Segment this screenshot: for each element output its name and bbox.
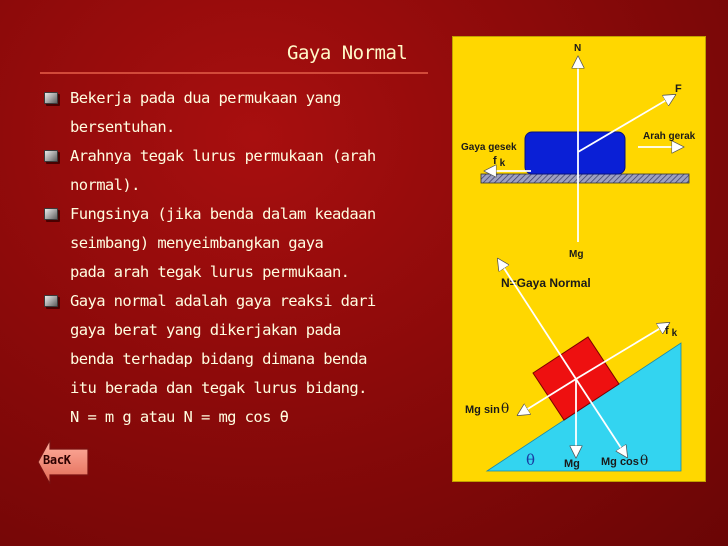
bullet-icon bbox=[44, 92, 58, 104]
bullet-item-2 bbox=[42, 142, 442, 200]
bullet-text: itu berada dan tegak lurus bidang. bbox=[70, 379, 367, 397]
bullet-text: pada arah tegak lurus permukaan. bbox=[70, 263, 350, 281]
label-mg-top: Mg bbox=[569, 249, 584, 260]
back-button[interactable] bbox=[36, 437, 90, 487]
block-top bbox=[525, 132, 625, 174]
bullet-text: Gaya normal adalah gaya reaksi dari bbox=[70, 292, 376, 310]
label-mg-bottom: Mg bbox=[564, 458, 580, 470]
label-gaya-gesek: Gaya gesek bbox=[461, 142, 517, 153]
applied-force-arrow bbox=[578, 95, 675, 152]
bullet-icon bbox=[44, 150, 58, 162]
bullet-text: seimbang) menyeimbangkan gaya bbox=[70, 234, 324, 252]
label-arah-gerak: Arah gerak bbox=[643, 131, 696, 142]
ground-surface bbox=[481, 174, 689, 183]
formula-text: N = m g atau N = mg cos θ bbox=[70, 408, 289, 426]
label-n: N bbox=[574, 43, 582, 54]
bullet-item-1 bbox=[42, 84, 442, 142]
bullet-text: Arahnya tegak lurus permukaan (arah bbox=[70, 147, 376, 165]
label-theta-angle: θ bbox=[526, 451, 536, 469]
bullet-text: gaya berat yang dikerjakan pada bbox=[70, 321, 341, 339]
bullet-text: Bekerja pada dua permukaan yang bbox=[70, 89, 341, 107]
slide-title: Gaya Normal bbox=[287, 42, 408, 64]
label-fk: f k bbox=[493, 155, 506, 169]
label-f: F bbox=[675, 83, 682, 95]
force-diagram-panel bbox=[452, 36, 706, 482]
force-diagram bbox=[453, 37, 705, 481]
bullet-text: Fungsinya (jika benda dalam keadaan bbox=[70, 205, 376, 223]
bullet-icon bbox=[44, 295, 58, 307]
label-mg-sin: Mg sinθ bbox=[465, 401, 510, 417]
label-mg-cos: Mg cosθ bbox=[601, 453, 649, 469]
label-fk-incline: f k bbox=[665, 325, 678, 339]
bullet-icon bbox=[44, 208, 58, 220]
title-divider bbox=[40, 72, 428, 74]
bullet-item-3 bbox=[42, 200, 442, 287]
label-normal-force: N=Gaya Normal bbox=[501, 276, 591, 290]
bullet-text: normal). bbox=[70, 176, 140, 194]
bullet-list bbox=[42, 84, 442, 432]
bullet-text: bersentuhan. bbox=[70, 118, 175, 136]
bullet-item-4 bbox=[42, 287, 442, 403]
back-label: BacK bbox=[43, 453, 71, 467]
bullet-text: benda terhadap bidang dimana benda bbox=[70, 350, 367, 368]
